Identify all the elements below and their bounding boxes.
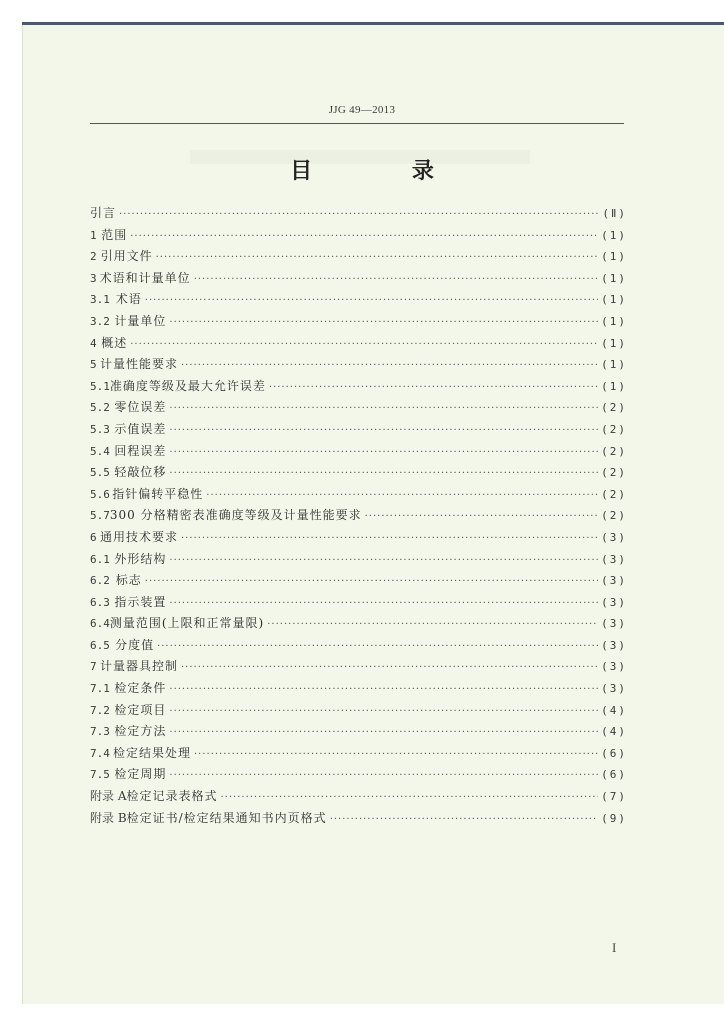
toc-entry-label: 术语: [115, 292, 142, 307]
toc-entry-number: 7: [90, 660, 97, 674]
toc-entry[interactable]: [90, 398, 627, 420]
toc-dot-leader: [169, 447, 598, 458]
toc-entry-page: (3): [601, 595, 627, 609]
toc-entry-number: 7.1: [90, 682, 110, 696]
toc-entry-label: 分度值: [115, 637, 155, 652]
toc-entry-page: (1): [601, 336, 627, 350]
toc-entry-number: 7.4: [90, 746, 110, 760]
toc-entry-label: 检定记录表格式: [126, 789, 218, 804]
toc-entry-label: 示值误差: [114, 421, 167, 436]
toc-entry-page: (4): [601, 725, 627, 739]
toc-entry[interactable]: [90, 744, 627, 766]
toc-entry[interactable]: [90, 269, 627, 291]
toc-entry-page: (6): [601, 746, 627, 760]
document-code: JJG 49—2013: [328, 104, 396, 116]
toc-dot-leader: [119, 209, 599, 220]
toc-entry-label: 准确度等级及最大允许误差: [109, 378, 266, 393]
toc-dot-leader: [169, 317, 598, 328]
toc-dot-leader: [145, 576, 598, 587]
toc-entry-number: 3: [90, 271, 97, 285]
toc-entry-label: 范围: [101, 227, 128, 242]
toc-dot-leader: [169, 770, 598, 781]
toc-dot-leader: [181, 662, 598, 673]
toc-entry-number: 1: [90, 228, 97, 242]
toc-entry-number: 5.6: [90, 487, 110, 501]
toc-entry[interactable]: [90, 550, 627, 572]
toc-entry[interactable]: [90, 290, 627, 312]
toc-entry[interactable]: [90, 247, 627, 269]
toc-dot-leader: [145, 295, 598, 306]
scan-edge-line: [22, 22, 724, 25]
toc-entry-number: 6.3: [90, 595, 110, 609]
toc-entry-number: 6.1: [90, 552, 110, 566]
toc-entry[interactable]: [90, 571, 627, 593]
toc-entry-page: (2): [601, 444, 627, 458]
toc-entry[interactable]: [90, 701, 627, 723]
toc-dot-leader: [130, 339, 598, 350]
toc-entry-page: (2): [601, 509, 627, 523]
toc-dot-leader: [169, 403, 598, 414]
toc-entry-page: (1): [601, 250, 627, 264]
toc-dot-leader: [169, 598, 598, 609]
toc-entry-label: 检定结果处理: [112, 745, 191, 760]
toc-title: 目 录: [290, 159, 480, 184]
toc-entry-page: (Ⅱ): [602, 207, 627, 220]
toc-entry-page: (4): [601, 703, 627, 717]
toc-dot-leader: [181, 360, 598, 371]
toc-entry-page: (3): [601, 617, 627, 631]
toc-entry-label: 零位误差: [114, 400, 167, 415]
toc-dot-leader: [330, 814, 598, 825]
toc-dot-leader: [130, 231, 598, 242]
toc-entry-page: (6): [601, 768, 627, 782]
toc-entry-page: (3): [601, 660, 627, 674]
toc-entry-page: (3): [601, 530, 627, 544]
toc-entry[interactable]: [90, 442, 627, 464]
table-of-contents: [90, 204, 627, 830]
toc-entry-label: 测量范围(上限和正常量限): [109, 616, 265, 631]
toc-entry-label: 计量单位: [114, 313, 167, 328]
toc-entry-number: 5.2: [90, 401, 110, 415]
toc-entry-page: (2): [601, 466, 627, 480]
toc-entry-page: (2): [601, 487, 627, 501]
toc-dot-leader: [181, 533, 598, 544]
toc-entry[interactable]: [90, 636, 627, 658]
toc-dot-leader: [156, 252, 599, 263]
toc-entry-label: 概述: [101, 335, 128, 350]
toc-entry-label: 指针偏转平稳性: [112, 486, 204, 501]
toc-entry[interactable]: [90, 765, 627, 787]
toc-entry-label: 外形结构: [114, 551, 167, 566]
toc-entry[interactable]: [90, 809, 627, 831]
toc-entry[interactable]: [90, 528, 627, 550]
toc-entry-page: (1): [601, 358, 627, 372]
toc-dot-leader: [157, 641, 598, 652]
toc-entry-page: (1): [601, 293, 627, 307]
toc-entry-label: 检定证书/检定结果通知书内页格式: [126, 810, 327, 825]
toc-entry[interactable]: [90, 722, 627, 744]
toc-entry-label: 轻敲位移: [114, 465, 167, 480]
toc-dot-leader: [365, 511, 599, 522]
toc-entry-page: (7): [601, 790, 627, 804]
toc-entry-number: 6.4: [90, 617, 110, 631]
toc-dot-leader: [169, 425, 598, 436]
toc-entry[interactable]: [90, 614, 627, 636]
toc-entry[interactable]: [90, 679, 627, 701]
toc-entry-number: 5.4: [90, 444, 110, 458]
toc-entry-number: 6.2: [90, 574, 110, 588]
toc-entry-number: 3.2: [90, 314, 110, 328]
header-rule: [90, 123, 624, 124]
toc-entry-page: (9): [601, 811, 627, 825]
toc-entry-number: 3.1: [90, 293, 110, 307]
toc-entry[interactable]: [90, 334, 627, 356]
toc-entry[interactable]: [90, 355, 627, 377]
toc-entry-label: 引用文件: [100, 249, 153, 264]
toc-entry-label: 指示装置: [114, 594, 167, 609]
scan-top-margin: [0, 0, 724, 24]
toc-entry-label: 计量性能要求: [99, 357, 178, 372]
toc-entry-page: (2): [601, 401, 627, 415]
toc-dot-leader: [169, 555, 598, 566]
toc-entry-page: (3): [601, 638, 627, 652]
toc-entry-label: 标志: [115, 573, 142, 588]
toc-entry[interactable]: [90, 312, 627, 334]
toc-entry-number: 6.5: [90, 638, 110, 652]
toc-entry-number: 5.5: [90, 466, 110, 480]
toc-entry[interactable]: [90, 787, 627, 809]
toc-entry-page: (1): [601, 314, 627, 328]
toc-dot-leader: [269, 382, 598, 393]
toc-entry-page: (3): [601, 574, 627, 588]
toc-entry-number: 7.5: [90, 768, 110, 782]
toc-entry-number: 5.3: [90, 422, 110, 436]
toc-dot-leader: [206, 490, 598, 501]
toc-entry[interactable]: [90, 420, 627, 442]
toc-entry-number: 6: [90, 530, 97, 544]
toc-entry-label: 通用技术要求: [99, 529, 178, 544]
toc-entry[interactable]: [90, 657, 627, 679]
toc-entry-page: (1): [601, 271, 627, 285]
toc-entry-number: 5: [90, 358, 97, 372]
toc-dot-leader: [194, 749, 598, 760]
toc-entry[interactable]: [90, 204, 627, 226]
toc-entry[interactable]: [90, 593, 627, 615]
toc-entry[interactable]: [90, 377, 627, 399]
toc-entry-label: 检定周期: [114, 767, 167, 782]
toc-entry-label: 检定项目: [114, 702, 167, 717]
toc-entry-label: 回程误差: [114, 443, 167, 458]
toc-entry-label: 300 分格精密表准确度等级及计量性能要求: [109, 508, 362, 523]
toc-entry[interactable]: [90, 226, 627, 248]
page-number: I: [612, 940, 617, 955]
toc-entry-number: 附录 B: [90, 810, 127, 825]
toc-entry-page: (1): [601, 379, 627, 393]
toc-entry-page: (3): [601, 682, 627, 696]
toc-entry-page: (2): [601, 422, 627, 436]
toc-entry-number: 2: [90, 250, 97, 264]
toc-dot-leader: [267, 619, 598, 630]
toc-entry-number: 4: [90, 336, 97, 350]
toc-entry[interactable]: [90, 485, 627, 507]
toc-dot-leader: [169, 727, 598, 738]
toc-dot-leader: [194, 274, 598, 285]
toc-entry-number: 7.2: [90, 703, 110, 717]
toc-entry-label: 计量器具控制: [99, 659, 178, 674]
toc-entry-label: 检定条件: [114, 681, 167, 696]
toc-entry[interactable]: [90, 463, 627, 485]
toc-entry-page: (1): [601, 228, 627, 242]
toc-entry-label: 术语和计量单位: [99, 270, 191, 285]
toc-entry-label: 检定方法: [114, 724, 167, 739]
toc-entry-label: 引言: [90, 206, 117, 220]
toc-dot-leader: [221, 792, 599, 803]
toc-dot-leader: [169, 684, 598, 695]
toc-entry[interactable]: [90, 506, 627, 528]
toc-entry-number: 7.3: [90, 725, 110, 739]
toc-entry-page: (3): [601, 552, 627, 566]
toc-entry-number: 附录 A: [90, 789, 127, 804]
toc-entry-number: 5.1: [90, 379, 110, 393]
toc-entry-number: 5.7: [90, 509, 110, 523]
toc-dot-leader: [169, 468, 598, 479]
toc-dot-leader: [169, 706, 598, 717]
